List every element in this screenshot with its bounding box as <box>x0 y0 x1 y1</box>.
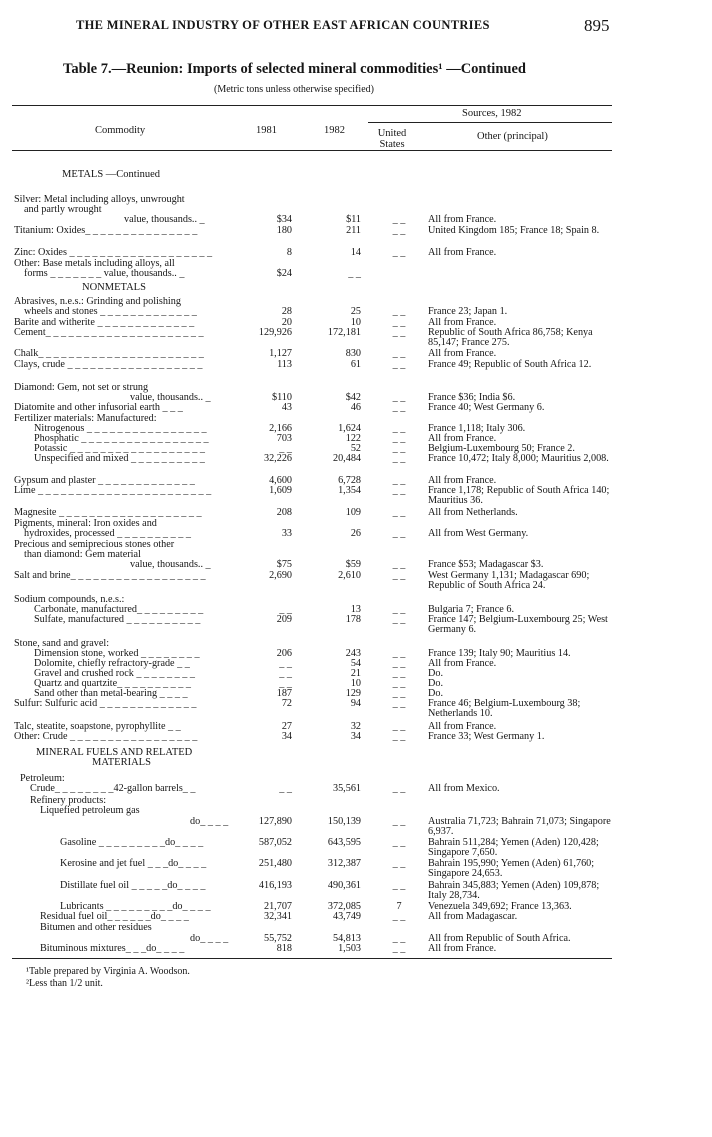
united-states-cell: _ _ <box>392 837 406 848</box>
united-states-cell: _ _ <box>392 507 406 518</box>
commodity-cell: Gravel and crushed rock _ _ _ _ _ _ _ _ <box>34 668 195 679</box>
commodity-cell: Crude_ _ _ _ _ _ _ _42-gallon barrels_ _ <box>30 783 196 794</box>
value-1981-cell: 2,690 <box>269 570 292 581</box>
commodity-cell: Magnesite _ _ _ _ _ _ _ _ _ _ _ _ _ _ _ _ _ _ _ <box>14 507 202 518</box>
value-1982-cell: 129 <box>345 688 361 699</box>
value-1982-cell: 243 <box>345 648 361 659</box>
commodity-cell: Bituminous mixtures_ _ _do_ _ _ _ <box>40 943 185 954</box>
united-states-cell: _ _ <box>392 317 406 328</box>
value-1981-cell: 587,052 <box>258 837 292 848</box>
value-1981-cell: 20 <box>281 317 292 328</box>
other-sources-cell: Do. <box>428 688 443 699</box>
value-1982-cell: 211 <box>346 225 361 236</box>
united-states-cell: _ _ <box>392 731 406 742</box>
value-1981-cell: 27 <box>281 721 292 732</box>
value-1981-cell: _ _ <box>279 783 292 794</box>
other-sources-cell: United Kingdom 185; France 18; Spain 8. <box>428 225 600 236</box>
value-1982-cell: 643,595 <box>327 837 361 848</box>
value-1982-cell: 21 <box>350 668 361 679</box>
value-1981-cell: 55,752 <box>263 933 292 944</box>
other-sources-cell: Bahrain 345,883; Yemen (Aden) 109,878; Italy 28,734. <box>428 880 600 901</box>
commodity-cell: Refinery products: <box>30 795 107 806</box>
united-states-cell: _ _ <box>392 359 406 370</box>
col-header-united-states: United States <box>377 128 407 150</box>
value-1982-cell: 35,561 <box>332 783 361 794</box>
value-1981-cell: 4,600 <box>269 475 292 486</box>
united-states-cell: 7 <box>396 901 402 912</box>
commodity-cell: Other: Base metals including alloys, all <box>14 258 175 269</box>
value-1982-cell: 178 <box>345 614 361 625</box>
united-states-cell: _ _ <box>392 721 406 732</box>
commodity-cell: Phosphatic _ _ _ _ _ _ _ _ _ _ _ _ _ _ _ _ _ <box>34 433 209 444</box>
value-1982-cell: 490,361 <box>327 880 361 891</box>
united-states-cell: _ _ <box>392 528 406 539</box>
value-1981-cell: _ _ <box>279 668 292 679</box>
value-1982-cell: 54 <box>350 658 361 669</box>
value-1982-cell: 52 <box>350 443 361 454</box>
commodity-cell: Clays, crude _ _ _ _ _ _ _ _ _ _ _ _ _ _ _ _ _ _ <box>14 359 203 370</box>
value-1981-cell: 127,890 <box>258 816 292 827</box>
other-sources-cell: All from France. <box>428 214 497 225</box>
commodity-cell: Liquefied petroleum gas <box>40 805 140 816</box>
value-1981-cell: 129,926 <box>258 327 292 338</box>
commodity-cell: Abrasives, n.e.s.: Grinding and polishing <box>14 296 181 307</box>
value-1982-cell: 25 <box>350 306 361 317</box>
united-states-cell: _ _ <box>392 880 406 891</box>
commodity-cell: Titanium: Oxides_ _ _ _ _ _ _ _ _ _ _ _ _ _ _ <box>14 225 198 236</box>
col-header-sources: Sources, 1982 <box>462 108 522 119</box>
united-states-cell: _ _ <box>392 348 406 359</box>
commodity-cell: value, thousands.. _ <box>130 559 211 570</box>
other-sources-cell: All from West Germany. <box>428 528 529 539</box>
value-1981-cell: 2,166 <box>269 423 292 434</box>
commodity-cell: Zinc: Oxides _ _ _ _ _ _ _ _ _ _ _ _ _ _ _ _ _ _ _ <box>14 247 213 258</box>
united-states-cell: _ _ <box>392 392 406 403</box>
commodity-cell: Kerosine and jet fuel _ _ _do_ _ _ _ <box>60 858 207 869</box>
other-sources-cell: All from France. <box>428 943 497 954</box>
other-sources-cell: All from Madagascar. <box>428 911 518 922</box>
value-1982-cell: 1,624 <box>338 423 361 434</box>
commodity-cell: do_ _ _ _ <box>190 933 229 944</box>
value-1981-cell: _ _ <box>279 443 292 454</box>
value-1982-cell: 10 <box>350 317 361 328</box>
other-sources-cell: West Germany 1,131; Madagascar 690; Republic of South Africa 24. <box>428 570 590 591</box>
section-heading: MATERIALS <box>92 757 151 768</box>
united-states-cell: _ _ <box>392 688 406 699</box>
united-states-cell: _ _ <box>392 698 406 709</box>
value-1981-cell: 206 <box>276 648 292 659</box>
bottom-rule <box>12 958 612 959</box>
footnote-2: ²Less than 1/2 unit. <box>26 978 103 989</box>
other-sources-cell: France 1,178; Republic of South Africa 140; Mauritius 36. <box>428 485 610 506</box>
value-1981-cell: 251,480 <box>258 858 292 869</box>
value-1981-cell: 113 <box>277 359 292 370</box>
united-states-cell: _ _ <box>392 433 406 444</box>
commodity-cell: Sand other than metal-bearing _ _ _ _ <box>34 688 188 699</box>
commodity-cell: Diamond: Gem, not set or strung <box>14 382 149 393</box>
united-states-cell: _ _ <box>392 327 406 338</box>
commodity-cell: Cement_ _ _ _ _ _ _ _ _ _ _ _ _ _ _ _ _ _ _ _ _ <box>14 327 204 338</box>
other-sources-cell: Bahrain 511,284; Yemen (Aden) 120,428; Singapore 7,650. <box>428 837 599 858</box>
united-states-cell: _ _ <box>392 306 406 317</box>
value-1982-cell: 34 <box>350 731 361 742</box>
value-1981-cell: _ _ <box>279 604 292 615</box>
value-1982-cell: 172,181 <box>327 327 361 338</box>
value-1982-cell: 6,728 <box>338 475 361 486</box>
united-states-cell: _ _ <box>392 559 406 570</box>
commodity-cell: Sodium compounds, n.e.s.: <box>14 594 125 605</box>
value-1982-cell: 10 <box>350 678 361 689</box>
value-1981-cell: 1,127 <box>269 348 292 359</box>
value-1982-cell: 14 <box>350 247 361 258</box>
value-1982-cell: 2,610 <box>338 570 361 581</box>
commodity-cell: Fertilizer materials: Manufactured: <box>14 413 157 424</box>
commodity-cell: Quartz and quartzite_ _ _ _ _ _ _ _ _ _ <box>34 678 192 689</box>
value-1982-cell: $11 <box>346 214 361 225</box>
commodity-cell: hydroxides, processed _ _ _ _ _ _ _ _ _ _ <box>24 528 191 539</box>
other-sources-cell: All from France. <box>428 658 497 669</box>
united-states-cell: _ _ <box>392 933 406 944</box>
other-sources-cell: Bulgaria 7; France 6. <box>428 604 515 615</box>
other-sources-cell: France $53; Madagascar $3. <box>428 559 544 570</box>
united-states-cell: _ _ <box>392 247 406 258</box>
commodity-cell: forms _ _ _ _ _ _ _ value, thousands.. _ <box>24 268 185 279</box>
other-sources-cell: France 33; West Germany 1. <box>428 731 545 742</box>
commodity-cell: Lubricants _ _ _ _ _ _ _ _ _do_ _ _ _ <box>60 901 211 912</box>
other-sources-cell: Republic of South Africa 86,758; Kenya 85,147; France 275. <box>428 327 593 348</box>
other-sources-cell: France 1,118; Italy 306. <box>428 423 526 434</box>
commodity-cell: do_ _ _ _ <box>190 816 229 827</box>
other-sources-cell: All from France. <box>428 247 497 258</box>
commodity-cell: Dimension stone, worked _ _ _ _ _ _ _ _ <box>34 648 200 659</box>
united-states-cell: _ _ <box>392 658 406 669</box>
value-1981-cell: $34 <box>276 214 292 225</box>
col-header-commodity: Commodity <box>95 125 146 136</box>
value-1982-cell: 1,354 <box>338 485 361 496</box>
commodity-cell: Sulfate, manufactured _ _ _ _ _ _ _ _ _ _ <box>34 614 201 625</box>
value-1981-cell: 72 <box>281 698 292 709</box>
other-sources-cell: France 139; Italy 90; Mauritius 14. <box>428 648 571 659</box>
value-1981-cell: 32,226 <box>263 453 292 464</box>
value-1982-cell: 61 <box>350 359 361 370</box>
running-title: THE MINERAL INDUSTRY OF OTHER EAST AFRICAN COUNTRIES <box>76 18 490 32</box>
united-states-cell: _ _ <box>392 485 406 496</box>
commodity-cell: Distillate fuel oil _ _ _ _ _do_ _ _ _ <box>60 880 206 891</box>
value-1982-cell: $59 <box>345 559 361 570</box>
other-sources-cell: Do. <box>428 668 443 679</box>
united-states-cell: _ _ <box>392 443 406 454</box>
value-1981-cell: 416,193 <box>258 880 292 891</box>
other-sources-cell: Belgium-Luxembourg 50; France 2. <box>428 443 575 454</box>
other-sources-cell: All from Mexico. <box>428 783 500 794</box>
value-1981-cell: 21,707 <box>263 901 292 912</box>
other-sources-cell: France $36; India $6. <box>428 392 516 403</box>
commodity-cell: Carbonate, manufactured_ _ _ _ _ _ _ _ _ <box>34 604 204 615</box>
value-1981-cell: _ _ <box>279 678 292 689</box>
other-sources-cell: France 10,472; Italy 8,000; Mauritius 2,008. <box>428 453 609 464</box>
other-sources-cell: Do. <box>428 678 443 689</box>
commodity-cell: Talc, steatite, soapstone, pyrophyllite _ _ <box>14 721 181 732</box>
value-1982-cell: 13 <box>350 604 361 615</box>
other-sources-cell: All from France. <box>428 721 497 732</box>
value-1981-cell: 703 <box>276 433 292 444</box>
united-states-cell: _ _ <box>392 604 406 615</box>
commodity-cell: Silver: Metal including alloys, unwrought <box>14 194 185 205</box>
value-1982-cell: 150,139 <box>327 816 361 827</box>
other-sources-cell: All from Netherlands. <box>428 507 518 518</box>
commodity-cell: Dolomite, chiefly refractory-grade _ _ <box>34 658 190 669</box>
commodity-cell: Other: Crude _ _ _ _ _ _ _ _ _ _ _ _ _ _ _ _ _ <box>14 731 198 742</box>
other-sources-cell: France 49; Republic of South Africa 12. <box>428 359 592 370</box>
value-1982-cell: 830 <box>345 348 361 359</box>
commodity-cell: Chalk_ _ _ _ _ _ _ _ _ _ _ _ _ _ _ _ _ _ _ _ _ _ <box>14 348 204 359</box>
section-heading: NONMETALS <box>82 282 146 293</box>
value-1982-cell: _ _ <box>348 268 361 279</box>
value-1981-cell: 187 <box>276 688 292 699</box>
commodity-cell: Nitrogenous _ _ _ _ _ _ _ _ _ _ _ _ _ _ _ _ <box>34 423 207 434</box>
other-sources-cell: All from France. <box>428 348 497 359</box>
value-1982-cell: 109 <box>345 507 361 518</box>
col-header-1982: 1982 <box>324 125 345 136</box>
value-1982-cell: 46 <box>350 402 361 413</box>
commodity-cell: value, thousands.. _ <box>124 214 205 225</box>
commodity-cell: Barite and witherite _ _ _ _ _ _ _ _ _ _ _ _ _ <box>14 317 195 328</box>
footnote-1: ¹Table prepared by Virginia A. Woodson. <box>26 966 190 977</box>
commodity-cell: Salt and brine_ _ _ _ _ _ _ _ _ _ _ _ _ _ _ _ _ _ <box>14 570 206 581</box>
commodity-cell: Diatomite and other infusorial earth _ _ _ <box>14 402 183 413</box>
value-1982-cell: 54,813 <box>332 933 361 944</box>
value-1982-cell: 372,085 <box>327 901 361 912</box>
other-sources-cell: Bahrain 195,990; Yemen (Aden) 61,760; Singapore 24,653. <box>428 858 595 879</box>
value-1981-cell: 32,341 <box>263 911 292 922</box>
other-sources-cell: France 147; Belgium-Luxembourg 25; West Germany 6. <box>428 614 608 635</box>
commodity-cell: Stone, sand and gravel: <box>14 638 110 649</box>
commodity-cell: than diamond: Gem material <box>24 549 141 560</box>
united-states-cell: _ _ <box>392 911 406 922</box>
united-states-cell: _ _ <box>392 225 406 236</box>
value-1981-cell: $110 <box>272 392 292 403</box>
united-states-cell: _ _ <box>392 423 406 434</box>
united-states-cell: _ _ <box>392 453 406 464</box>
commodity-cell: wheels and stones _ _ _ _ _ _ _ _ _ _ _ _ _ <box>24 306 197 317</box>
commodity-cell: Bitumen and other residues <box>40 922 152 933</box>
value-1981-cell: 34 <box>281 731 292 742</box>
value-1981-cell: 818 <box>276 943 292 954</box>
united-states-cell: _ _ <box>392 858 406 869</box>
commodity-cell: Pigments, mineral: Iron oxides and <box>14 518 157 529</box>
value-1981-cell: 28 <box>281 306 292 317</box>
united-states-cell: _ _ <box>392 402 406 413</box>
value-1981-cell: 8 <box>286 247 292 258</box>
commodity-cell: Lime _ _ _ _ _ _ _ _ _ _ _ _ _ _ _ _ _ _ _ _ _ _ _ <box>14 485 212 496</box>
commodity-cell: Gypsum and plaster _ _ _ _ _ _ _ _ _ _ _ _ _ <box>14 475 195 486</box>
value-1981-cell: 180 <box>276 225 292 236</box>
section-heading: METALS —Continued <box>62 169 161 180</box>
commodity-cell: value, thousands.. _ <box>130 392 211 403</box>
commodity-cell: Gasoline _ _ _ _ _ _ _ _ _do_ _ _ _ <box>60 837 204 848</box>
value-1981-cell: 43 <box>281 402 292 413</box>
value-1981-cell: _ _ <box>279 658 292 669</box>
value-1981-cell: 1,609 <box>269 485 292 496</box>
value-1982-cell: 20,484 <box>332 453 361 464</box>
value-1982-cell: 122 <box>345 433 361 444</box>
value-1982-cell: 94 <box>350 698 361 709</box>
other-sources-cell: France 23; Japan 1. <box>428 306 508 317</box>
united-states-cell: _ _ <box>392 783 406 794</box>
united-states-cell: _ _ <box>392 678 406 689</box>
page-number: 895 <box>584 16 610 35</box>
value-1982-cell: 312,387 <box>327 858 361 869</box>
value-1982-cell: 43,749 <box>332 911 361 922</box>
other-sources-cell: Venezuela 349,692; France 13,363. <box>428 901 572 912</box>
other-sources-cell: Australia 71,723; Bahrain 71,073; Singapore 6,937. <box>428 816 611 837</box>
united-states-cell: _ _ <box>392 943 406 954</box>
united-states-cell: _ _ <box>392 570 406 581</box>
other-sources-cell: France 46; Belgium-Luxembourg 38; Netherlands 10. <box>428 698 581 719</box>
value-1981-cell: $75 <box>276 559 292 570</box>
united-states-cell: _ _ <box>392 475 406 486</box>
table-title: Table 7.—Reunion: Imports of selected mineral commodities¹ —Continued <box>63 61 526 77</box>
commodity-cell: Petroleum: <box>20 773 65 784</box>
table-units: (Metric tons unless otherwise specified) <box>214 84 374 95</box>
value-1981-cell: 33 <box>281 528 292 539</box>
other-sources-cell: All from Republic of South Africa. <box>428 933 571 944</box>
value-1981-cell: $24 <box>276 268 292 279</box>
value-1982-cell: 26 <box>350 528 361 539</box>
value-1981-cell: 208 <box>276 507 292 518</box>
other-sources-cell: All from France. <box>428 317 497 328</box>
value-1982-cell: 32 <box>350 721 361 732</box>
section-heading: MINERAL FUELS AND RELATED <box>36 747 193 758</box>
united-states-cell: _ _ <box>392 614 406 625</box>
other-sources-cell: All from France. <box>428 475 497 486</box>
united-states-cell: _ _ <box>392 648 406 659</box>
commodity-cell: Unspecified and mixed _ _ _ _ _ _ _ _ _ _ <box>34 453 205 464</box>
value-1982-cell: $42 <box>345 392 361 403</box>
united-states-cell: _ _ <box>392 816 406 827</box>
value-1981-cell: 209 <box>276 614 292 625</box>
commodity-cell: Precious and semiprecious stones other <box>14 539 175 550</box>
commodity-cell: Potassic _ _ _ _ _ _ _ _ _ _ _ _ _ _ _ _ _ _ <box>34 443 205 454</box>
value-1982-cell: 1,503 <box>338 943 361 954</box>
commodity-cell: Residual fuel oil_ _ _ _ _ _do_ _ _ _ <box>40 911 189 922</box>
commodity-cell: and partly wrought <box>24 204 102 215</box>
united-states-cell: _ _ <box>392 214 406 225</box>
other-sources-cell: France 40; West Germany 6. <box>428 402 545 413</box>
united-states-cell: _ _ <box>392 668 406 679</box>
col-header-other: Other (principal) <box>477 131 548 142</box>
commodity-cell: Sulfur: Sulfuric acid _ _ _ _ _ _ _ _ _ _ _ _ _ <box>14 698 197 709</box>
other-sources-cell: All from France. <box>428 433 497 444</box>
col-header-1981: 1981 <box>256 125 277 136</box>
